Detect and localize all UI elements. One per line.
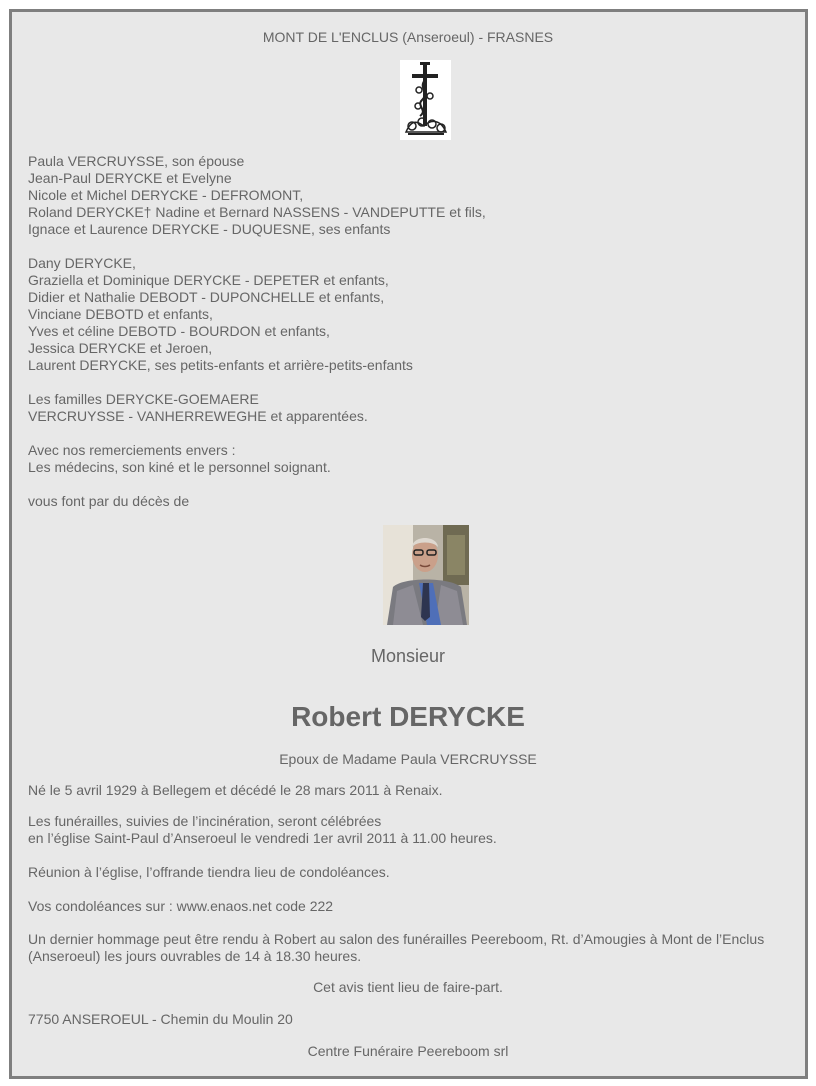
family-line: Paula VERCRUYSSE, son épouse [28, 153, 245, 169]
funeral-line: en l’église Saint-Paul d’Anseroeul le vendredi 1er avril 2011 à 11.00 heures. [28, 830, 497, 846]
funeral-home-line: Centre Funéraire Peereboom srl [307, 1043, 509, 1059]
family-line: Roland DERYCKE† Nadine et Bernard NASSENS - VANDEPUTTE et fils, [28, 204, 486, 220]
family-line: Jean-Paul DERYCKE et Evelyne [28, 170, 232, 186]
family-line: Laurent DERYCKE, ses petits-enfants et arrière-petits-enfants [28, 357, 413, 373]
family-line: Ignace et Laurence DERYCKE - DUQUESNE, ses enfants [28, 221, 391, 237]
family-line: Les familles DERYCKE-GOEMAERE [28, 391, 259, 407]
thanks-line: Les médecins, son kiné et le personnel soignant. [28, 459, 331, 475]
family-line: Didier et Nathalie DEBODT - DUPONCHELLE et enfants, [28, 289, 385, 305]
address-line: 7750 ANSEROEUL - Chemin du Moulin 20 [28, 1011, 293, 1027]
obituary-card [9, 9, 808, 1079]
family-line: Dany DERYCKE, [28, 255, 136, 271]
notice-line: Cet avis tient lieu de faire-part. [313, 979, 503, 995]
birth-death-line: Né le 5 avril 1929 à Bellegem et décédé le 28 mars 2011 à Renaix. [28, 782, 443, 798]
family-line: Yves et céline DEBOTD - BOURDON et enfants, [28, 323, 330, 339]
reunion-line: Réunion à l’église, l’offrande tiendra lieu de condoléances. [28, 864, 390, 880]
funeral-line: Les funérailles, suivies de l’incinération, seront célébrées [28, 813, 382, 829]
portrait-photo [383, 525, 469, 625]
announcement-text: vous font par du décès de [28, 493, 190, 509]
location-heading: MONT DE L'ENCLUS (Anseroeul) - FRASNES [262, 29, 554, 45]
family-line: Graziella et Dominique DERYCKE - DEPETER et enfants, [28, 272, 389, 288]
family-line: Nicole et Michel DERYCKE - DEFROMONT, [28, 187, 304, 203]
family-list-relatives [28, 391, 788, 425]
family-line: Vinciane DEBOTD et enfants, [28, 306, 213, 322]
funeral-details [28, 813, 788, 847]
condolences-line: Vos condoléances sur : www.enaos.net code 222 [28, 898, 334, 914]
honorific: Monsieur [370, 646, 446, 666]
spouse-line: Epoux de Madame Paula VERCRUYSSE [279, 751, 537, 767]
thanks-line: Avec nos remerciements envers : [28, 442, 236, 458]
family-line: Jessica DERYCKE et Jeroen, [28, 340, 213, 356]
family-list-grandchildren [28, 255, 788, 374]
tribute-paragraph: Un dernier hommage peut être rendu à Robert au salon des funérailles Peereboom, Rt. d’Amougies à Mont de l’Enclus (Anseroeul) les jours ouvrables de 14 à 18.30 heures. [28, 931, 765, 964]
thanks-section [28, 442, 788, 476]
family-list-children [28, 153, 788, 238]
cross-with-flowers-icon [400, 60, 451, 140]
family-line: VERCRUYSSE - VANHERREWEGHE et apparentées. [28, 408, 368, 424]
deceased-name: Robert DERYCKE [291, 701, 525, 732]
